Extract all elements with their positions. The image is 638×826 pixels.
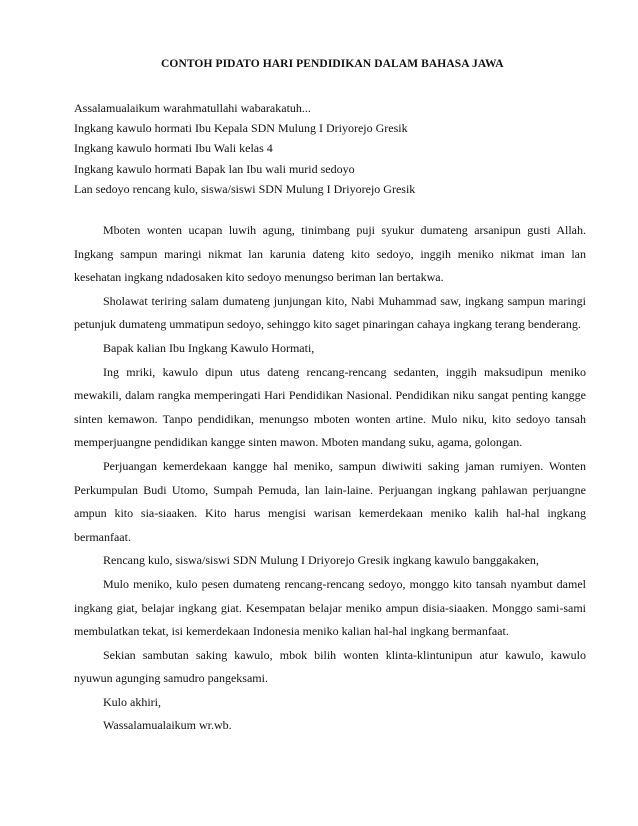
spacer	[74, 199, 586, 219]
closing-line: Wassalamualaikum wr.wb.	[103, 718, 232, 733]
paragraph: Bapak kalian Ibu Ingkang Kawulo Hormati,	[103, 340, 315, 355]
greeting-line: Assalamualaikum warahmatullahi wabarakatuh...	[74, 101, 311, 115]
speech-body	[74, 219, 586, 691]
closing-block	[74, 691, 586, 738]
greeting-line: Ingkang kawulo hormati Bapak lan Ibu wali murid sedoyo	[74, 161, 355, 176]
paragraph: Sekian sambutan saking kawulo, mbok bilih wonten klinta-klintunipun atur kawulo, kawulo nyuwun agunging samudro pangeksami.	[74, 647, 586, 686]
greeting-line: Ingkang kawulo hormati Ibu Kepala SDN Mulung I Driyorejo Gresik	[74, 121, 408, 136]
paragraph: Mulo meniko, kulo pesen dumateng rencang-rencang sedoyo, monggo kito tansah nyambut damel ingkang giat, belajar ingkang giat. Kesempatan belajar meniko ampun disia-siaaken. Monggo sami-sami membulatkan tekat, isi kemerdekaan Indonesia meniko kalian hal-hal ingkang bermanfaat.	[74, 576, 586, 639]
paragraph: Sholawat teriring salam dumateng junjungan kito, Nabi Muhammad saw, ingkang sampun maringi petunjuk dumateng ummatipun sedoyo, sehinggo kito saget pinaringan cahaya ingkang terang benderang.	[74, 293, 586, 332]
document-title: CONTOH PIDATO HARI PENDIDIKAN DALAM BAHASA JAWA	[161, 58, 504, 70]
paragraph: Ing mriki, kawulo dipun utus dateng rencang-rencang sedanten, inggih maksudipun meniko mewakili, dalam rangka memperingati Hari Pendidikan Nasional. Pendidikan niku sangat penting kangge sinten kemawon. Tanpo pendidikan, menungso mboten wonten artine. Mulo niku, kito sedoyo tansah memperjuangne pendidikan kangge sinten mawon. Mboten mandang suku, agama, golongan.	[74, 364, 586, 450]
document-page	[74, 56, 586, 738]
paragraph: Mboten wonten ucapan luwih agung, tinimbang puji syukur dumateng arsanipun gusti Allah. Ingkang sampun maringi nikmat lan karunia dateng kito sedoyo, inggih meniko nikmat iman lan kesehatan ingkang ndadosaken kito sedoyo menungso beriman lan bertakwa.	[74, 223, 586, 285]
greeting-line: Lan sedoyo rencang kulo, siswa/siswi SDN Mulung I Driyorejo Gresik	[74, 181, 416, 196]
paragraph: Rencang kulo, siswa/siswi SDN Mulung I Driyorejo Gresik ingkang kawulo banggakaken,	[103, 553, 539, 568]
greetings-block	[74, 98, 586, 199]
paragraph: Perjuangan kemerdekaan kangge hal meniko, sampun diwiwiti saking jaman rumiyen. Wonten Perkumpulan Budi Utomo, Sumpah Pemuda, lan lain-laine. Perjuangan ingkang pahlawan perjuangne ampun kito sia-siaaken. Kito harus mengisi warisan kemerdekaan meniko kalih hal-hal ingkang bermanfaat.	[74, 458, 586, 544]
greeting-line: Ingkang kawulo hormati Ibu Wali kelas 4	[74, 141, 273, 156]
closing-line: Kulo akhiri,	[103, 694, 161, 709]
